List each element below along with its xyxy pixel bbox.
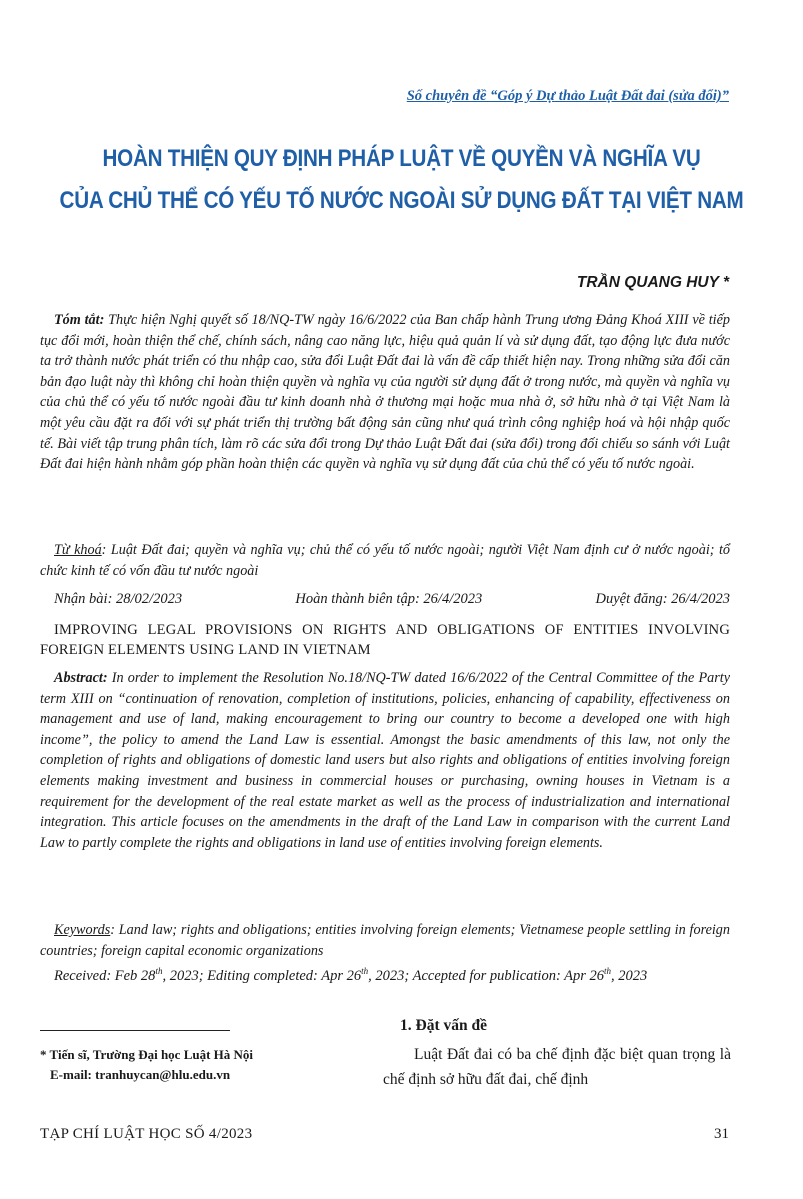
published-date: Duyệt đăng: 26/4/2023: [595, 591, 730, 607]
dates-vietnamese: [40, 591, 730, 608]
keywords-vietnamese: [40, 540, 730, 581]
author-affiliation: * Tiến sĩ, Trường Đại học Luật Hà Nội: [40, 1047, 254, 1062]
keywords-en-label: Keywords: [54, 922, 111, 938]
journal-footer: TẠP CHÍ LUẬT HỌC SỐ 4/2023: [40, 1126, 253, 1142]
keywords-english: [40, 920, 730, 961]
keywords-en-text: : Land law; rights and obligations; entities involving foreign elements; Vietnamese people settling in foreign countries; foreign capital economic organizations: [40, 922, 730, 959]
abstract-text: In order to implement the Resolution No.18/NQ-TW dated 16/6/2022 of the Central Committee of the Party term XIII on “continuation of renovation, completion of institutions, policies, enhancing of capability, effectiveness on management and use of land, making encouragement to bring our country to become a developed one with high income”, the policy to amend the Land Law is essential. Amongst the basic amendments of this law, not only the completion of rights and obligations of domestic land users but also rights and obligations of entities involving foreign elements making investment and business in commercial houses or purchasing, owning houses in Vietnam is a requirement for the development of the real estate market as well as the process of industrialization and international integration. This article focuses on the amendments in the draft of the Land Law in comparison with the current Land Law to partly complete the rights and obligations in land use of entities involving foreign elements.: [40, 670, 730, 851]
footnote: [40, 1045, 253, 1085]
abstract-english: [40, 668, 730, 853]
dates-en-line: Received: Feb 28th, 2023; Editing completed: Apr 26th, 2023; Accepted for publication: Apr 26th, 2023: [54, 966, 648, 984]
section-heading: 1. Đặt vấn đề: [400, 1017, 487, 1034]
footnote-divider: [40, 1030, 230, 1031]
article-title-line-1: HOÀN THIỆN QUY ĐỊNH PHÁP LUẬT VỀ QUYỀN VÀ NGHĨA VỤ: [102, 145, 701, 172]
received-date: Nhận bài: 28/02/2023: [54, 591, 183, 607]
article-title-line-2: CỦA CHỦ THỂ CÓ YẾU TỐ NƯỚC NGOÀI SỬ DỤNG ĐẤT TẠI VIỆT NAM: [59, 187, 744, 214]
section-body: Luật Đất đai có ba chế định đặc biệt quan trọng là chế định sở hữu đất đai, chế định: [383, 1046, 731, 1088]
keywords-vi-label: Từ khoá: [54, 542, 102, 558]
english-title: IMPROVING LEGAL PROVISIONS ON RIGHTS AND OBLIGATIONS OF ENTITIES INVOLVING FOREIGN ELEMENTS USING LAND IN VIETNAM: [40, 622, 730, 658]
author-name: TRẦN QUANG HUY *: [576, 274, 729, 291]
summary-vietnamese: [40, 310, 730, 475]
series-header: Số chuyên đề “Góp ý Dự thảo Luật Đất đai (sửa đổi)”: [406, 88, 729, 104]
summary-text: Thực hiện Nghị quyết số 18/NQ-TW ngày 16/6/2022 của Ban chấp hành Trung ương Đảng Khoá XIII về tiếp tục đổi mới, hoàn thiện thể chế, chính sách, nâng cao năng lực, hiệu quả quản lí và sử dụng đất, tạo động lực đưa nước ta trở thành nước phát triển có thu nhập cao, sửa đổi Luật Đất đai là vấn đề cấp thiết hiện nay. Trong những sửa đổi căn bản đạo luật này thì không chỉ hoàn thiện quyền và nghĩa vụ của người sử dụng đất ở trong nước, mà quyền và nghĩa vụ của chủ thể có yếu tố nước ngoài đầu tư kinh doanh nhà ở thương mại hoặc mua nhà ở, sở hữu nhà ở tại Việt Nam là một yêu cầu đặt ra đối với sự phát triển thị trường bất động sản cũng như quá trình công nghiệp hoá và hội nhập quốc tế. Bài viết tập trung phân tích, làm rõ các sửa đổi trong Dự thảo Luật Đất đai (sửa đổi) trong đối chiếu so sánh với Luật Đất đai hiện hành nhằm góp phần hoàn thiện các quyền và nghĩa vụ sử dụng đất của chủ thể có yếu tố nước ngoài.: [40, 312, 731, 473]
dates-english: [40, 966, 730, 985]
abstract-label: Abstract:: [54, 670, 108, 686]
author-email[interactable]: E-mail: tranhuycan@hlu.edu.vn: [50, 1067, 231, 1082]
page-number: 31: [714, 1126, 729, 1142]
edited-date: Hoàn thành biên tập: 26/4/2023: [295, 591, 483, 607]
summary-label: Tóm tắt:: [54, 312, 105, 328]
keywords-vi-text: : Luật Đất đai; quyền và nghĩa vụ; chủ thể có yếu tố nước ngoài; người Việt Nam định cư ở nước ngoài; tổ chức kinh tế có vốn đầu tư nước ngoài: [40, 542, 730, 579]
